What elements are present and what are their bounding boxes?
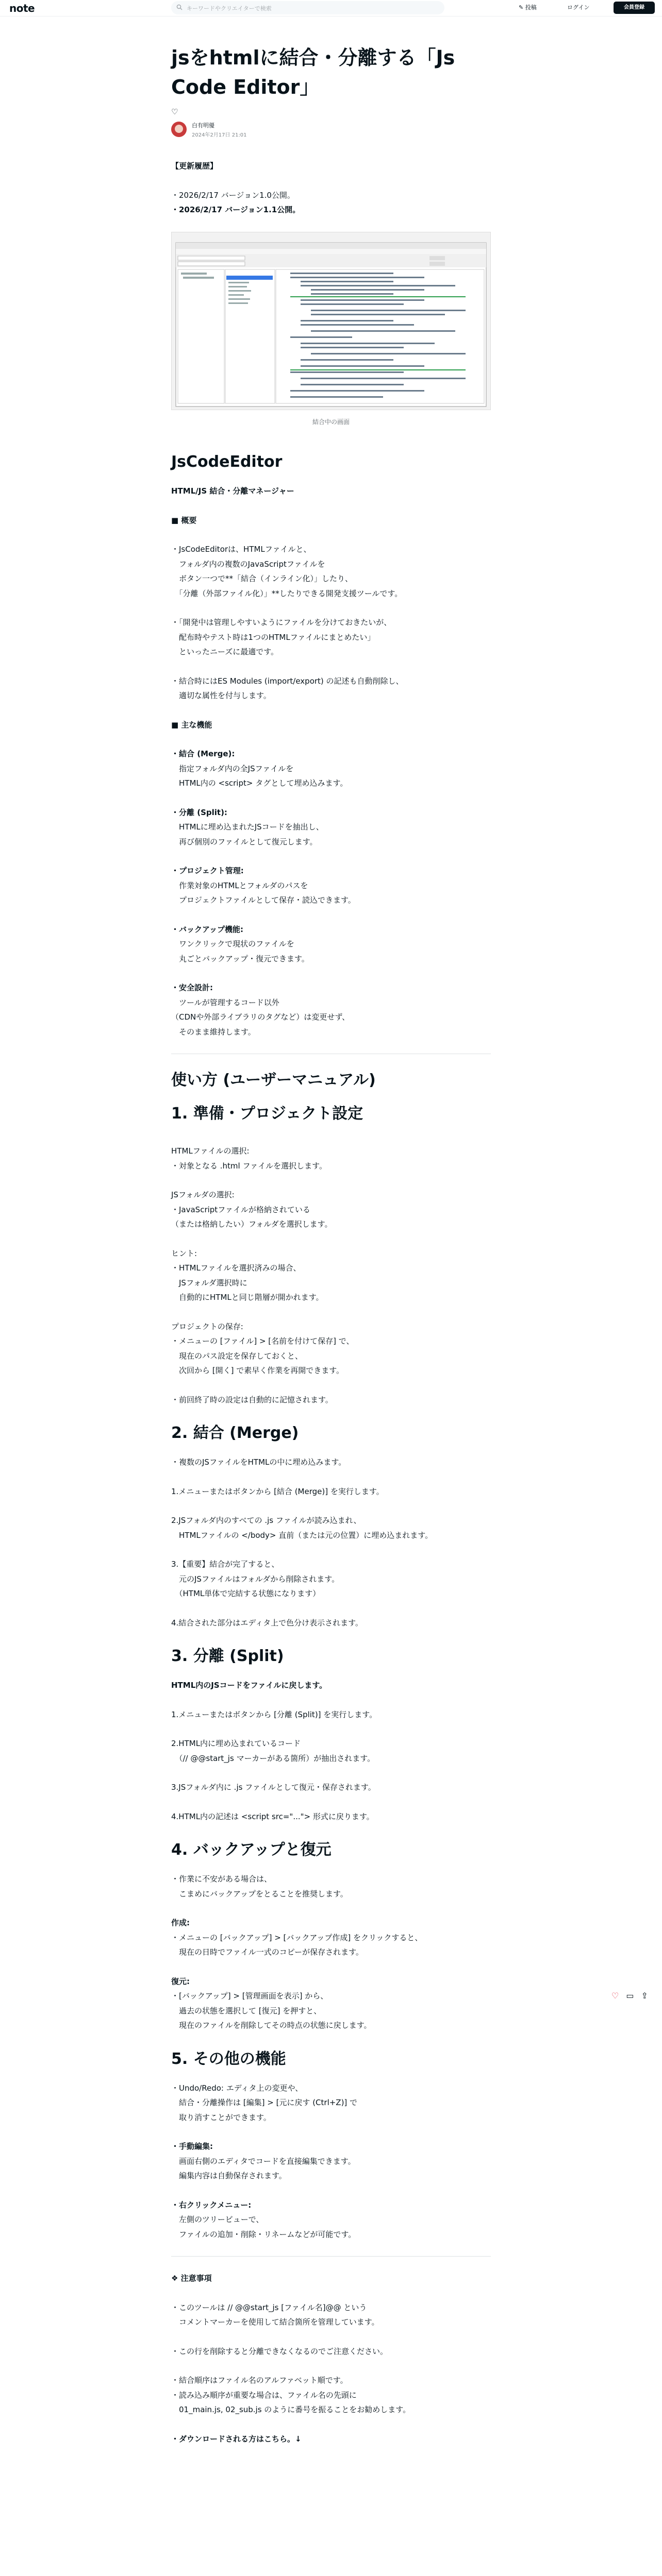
text-line: HTMLファイルの </body> 直前（または元の位置）に埋め込まれます。 — [171, 1530, 433, 1540]
text-line: 左側のツリービューで、 — [171, 2215, 264, 2225]
section-paragraph — [171, 1144, 491, 1173]
app-title-heading: JsCodeEditor — [171, 453, 283, 471]
notes-heading: ❖ 注意事項 — [171, 2274, 212, 2283]
feature-item — [171, 863, 491, 908]
text-line: ・結合順序はファイル名のアルファベット順です。 — [171, 2376, 348, 2385]
feature-title: ・安全設計: — [171, 983, 213, 993]
text-line: ツールが管理するコード以外 — [171, 997, 279, 1007]
text-line: ・JsCodeEditorは、HTMLファイルと、 — [171, 545, 311, 554]
divider — [171, 2256, 491, 2257]
text-line: そのまま維持します。 — [171, 1027, 256, 1037]
section-paragraph — [171, 1707, 491, 1722]
notes-paragraph — [171, 2344, 491, 2359]
text-line: 「分離（外部ファイル化）」**したりできる開発支援ツールです。 — [171, 588, 403, 598]
text-line: 結合・分離操作は [編集] > [元に戻す (Ctrl+Z)] で — [171, 2098, 358, 2108]
overview-heading: ■ 概要 — [171, 515, 197, 525]
text-line: ・Undo/Redo: エディタ上の変更や、 — [171, 2083, 303, 2093]
text-line: プロジェクトファイルとして保存・読込できます。 — [171, 895, 356, 905]
text-line: HTMLに埋め込まれたJSコードを抽出し、 — [171, 822, 324, 832]
section-paragraph — [171, 1188, 491, 1232]
features-heading: ■ 主な機能 — [171, 720, 212, 730]
text-line: ・メニューの [バックアップ] > [バックアップ作成] をクリックすると、 — [171, 1933, 423, 1942]
section-paragraph — [171, 1319, 491, 1378]
section-paragraph — [171, 1513, 491, 1543]
text-line: JSフォルダの選択: — [171, 1190, 235, 1200]
section-paragraph — [171, 2198, 491, 2242]
text-line: 現在のパス設定を保存しておくと、 — [171, 1351, 303, 1361]
text-line: ・作業に不安がある場合は、 — [171, 1874, 272, 1884]
search-icon — [176, 4, 183, 10]
text-line: 1.メニューまたはボタンから [結合 (Merge)] を実行します。 — [171, 1486, 384, 1496]
text-line: 適切な属性を付与します。 — [171, 691, 271, 701]
text-line: HTMLファイルの選択: — [171, 1146, 250, 1156]
feature-item — [171, 922, 491, 967]
section-heading: 2. 結合 (Merge) — [171, 1424, 299, 1443]
text-line: ・メニューの [ファイル] > [名前を付けて保存] で、 — [171, 1336, 354, 1346]
feature-item — [171, 980, 491, 1039]
feature-title: ・結合 (Merge): — [171, 749, 235, 759]
like-heart-icon[interactable]: ♡ — [171, 107, 178, 116]
text-line: 4.結合された部分はエディタ上で色分け表示されます。 — [171, 1618, 363, 1628]
text-line: 4.HTML内の記述は <script src="..."> 形式に戻ります。 — [171, 1811, 374, 1821]
notes-paragraph — [171, 2300, 491, 2330]
post-button[interactable] — [519, 3, 537, 11]
text-line: 取り消すことができます。 — [171, 2112, 271, 2122]
text-line: ヒント: — [171, 1248, 197, 1258]
search-bar[interactable] — [171, 1, 444, 14]
app-subtitle: HTML/JS 結合・分離マネージャー — [171, 486, 294, 496]
text-line: 過去の状態を選択して [復元] を押すと、 — [171, 2006, 322, 2015]
post-label: 投稿 — [525, 4, 537, 11]
text-line: ・手動編集: — [171, 2142, 213, 2151]
text-line: （または格納したい）フォルダを選択します。 — [171, 1219, 333, 1229]
text-line: 現在のファイルを削除してその時点の状態に戻します。 — [171, 2021, 372, 2030]
text-line: ・この行を削除すると分離できなくなるのでご注意ください。 — [171, 2346, 388, 2356]
author-block[interactable] — [171, 121, 491, 138]
login-button[interactable]: ログイン — [567, 4, 590, 11]
text-line: 指定フォルダ内の全JSファイルを — [171, 764, 294, 773]
text-line: コメントマーカーを使用して結合箇所を管理しています。 — [171, 2317, 379, 2327]
article — [171, 43, 491, 2461]
section-paragraph — [171, 2139, 491, 2183]
text-line: ・JavaScriptファイルが格納されている — [171, 1205, 310, 1214]
section-paragraph — [171, 1557, 491, 1601]
text-line: ・対象となる .html ファイルを選択します。 — [171, 1161, 327, 1171]
section-heading: 5. その他の機能 — [171, 2049, 286, 2068]
download-note — [171, 2432, 491, 2447]
text-line: JSフォルダ選択時に — [171, 1278, 247, 1287]
text-line: ・ダウンロードされる方はこちら。↓ — [171, 2434, 302, 2444]
text-line: 1.メニューまたはボタンから [分離 (Split)] を実行します。 — [171, 1709, 377, 1719]
section-heading: 4. バックアップと復元 — [171, 1841, 332, 1859]
text-line: （CDNや外部ライブラリのタグなど）は変更せず、 — [171, 1012, 350, 1022]
text-line: 01_main.js, 02_sub.js のように番号を振ることをお勧めします。 — [171, 2405, 411, 2415]
author-name[interactable]: 白有明優 — [192, 122, 214, 129]
section-paragraph — [171, 1616, 491, 1631]
overview-paragraph — [171, 542, 491, 601]
text-line: 自動的にHTMLと同じ階層が開かれます。 — [171, 1293, 324, 1302]
share-icon[interactable]: ⇪ — [641, 1991, 648, 2001]
text-line: といったニーズに最適です。 — [171, 647, 279, 657]
text-line: ・右クリックメニュー: — [171, 2200, 252, 2210]
text-line: ・[バックアップ] > [管理画面を表示] から、 — [171, 1991, 328, 2001]
feature-title: ・バックアップ機能: — [171, 924, 243, 934]
section-subheading: HTML内のJSコードをファイルに戻します。 — [171, 1681, 327, 1690]
article-body — [171, 159, 491, 2446]
text-line: ・HTMLファイルを選択済みの場合、 — [171, 1263, 301, 1273]
section-paragraph — [171, 1455, 491, 1470]
section-heading: 1. 準備・プロジェクト設定 — [171, 1105, 363, 1123]
text-line: プロジェクトの保存: — [171, 1321, 243, 1331]
section-paragraph — [171, 1974, 491, 2033]
feature-item — [171, 747, 491, 791]
overview-paragraph — [171, 674, 491, 703]
text-line: 編集内容は自動保存されます。 — [171, 2171, 287, 2181]
text-line: ・読み込み順序が重要な場合は、ファイル名の先頭に — [171, 2390, 357, 2400]
manual-heading: 使い方 (ユーザーマニュアル) — [171, 1071, 376, 1090]
section-paragraph — [171, 1916, 491, 1960]
section-paragraph — [171, 1484, 491, 1499]
notes-paragraph — [171, 2373, 491, 2417]
feature-title: ・分離 (Split): — [171, 807, 227, 817]
text-line: ・このツールは // @@start_js [ファイル名]@@ という — [171, 2302, 367, 2312]
like-heart-icon[interactable]: ♡ — [611, 1991, 619, 2001]
text-line: 配布時やテスト時は1つのHTMLファイルにまとめたい」 — [171, 632, 375, 642]
section-paragraph — [171, 1393, 491, 1408]
app-screenshot-drawing — [172, 232, 490, 410]
text-line: （HTML単体で完結する状態になります） — [171, 1589, 321, 1599]
floating-actions — [611, 1991, 648, 2001]
text-line: 3.JSフォルダ内に .js ファイルとして復元・保存されます。 — [171, 1783, 376, 1792]
feature-item — [171, 805, 491, 850]
section-paragraph — [171, 1736, 491, 1766]
search-placeholder[interactable]: キーワードやクリエイターで検索 — [187, 5, 272, 12]
text-line: ・前回終了時の設定は自動的に記憶されます。 — [171, 1395, 333, 1404]
text-line: 元のJSファイルはフォルダから削除されます。 — [171, 1574, 340, 1584]
comment-icon[interactable]: ▭ — [626, 1991, 634, 2001]
history-item: ・2026/2/17 バージョン1.0公開。 — [171, 190, 295, 200]
text-line: 作業対象のHTMLとフォルダのパスを — [171, 880, 308, 890]
text-line: 次回から [開く] で素早く作業を再開できます。 — [171, 1366, 344, 1376]
pencil-icon: ✎ — [519, 4, 525, 11]
top-header — [0, 0, 662, 16]
section-heading: 3. 分離 (Split) — [171, 1647, 284, 1666]
history-heading: 【更新履歴】 — [171, 161, 218, 171]
text-line: ・「開発中は管理しやすいようにファイルを分けておきたいが、 — [171, 618, 392, 628]
section-paragraph — [171, 1246, 491, 1305]
text-line: ボタン一つで**「結合（インライン化）」したり、 — [171, 574, 353, 584]
history-item: ・2026/2/17 バージョン1.1公開。 — [171, 205, 301, 214]
screenshot-image[interactable] — [171, 232, 491, 410]
text-line: HTML内の <script> タグとして埋め込みます。 — [171, 778, 348, 788]
text-line: 現在の日時でファイル一式のコピーが保存されます。 — [171, 1947, 363, 1957]
text-line: 2.HTML内に埋め込まれているコード — [171, 1739, 301, 1749]
note-logo[interactable]: note — [9, 2, 35, 14]
history-list — [171, 188, 491, 217]
text-line: ・複数のJSファイルをHTMLの中に埋め込みます。 — [171, 1458, 346, 1467]
section-paragraph — [171, 2081, 491, 2125]
text-line: 3.【重要】結合が完了すると、 — [171, 1560, 279, 1569]
text-line: ファイルの追加・削除・リネームなどが可能です。 — [171, 2229, 356, 2239]
avatar[interactable] — [171, 122, 187, 137]
text-line: （// @@start_js マーカーがある箇所）が抽出されます。 — [171, 1753, 375, 1763]
image-caption: 結合中の画面 — [312, 418, 350, 426]
section-paragraph — [171, 1780, 491, 1795]
article-title: jsをhtmlに結合・分離する「Js Code Editor」 — [171, 46, 455, 98]
signup-button[interactable]: 会員登録 — [614, 2, 655, 14]
text-line: 復元: — [171, 1976, 190, 1986]
publish-date: 2024年2月17日 21:01 — [192, 132, 247, 138]
text-line: こまめにバックアップをとることを推奨します。 — [171, 1889, 348, 1899]
text-line: 再び個別のファイルとして復元します。 — [171, 837, 318, 846]
section-paragraph — [171, 1872, 491, 1901]
text-line: 2.JSフォルダ内のすべての .js ファイルが読み込まれ、 — [171, 1516, 361, 1526]
overview-paragraph — [171, 615, 491, 659]
text-line: 丸ごとバックアップ・復元できます。 — [171, 954, 309, 963]
text-line: フォルダ内の複数のJavaScriptファイルを — [171, 559, 325, 569]
text-line: ・結合時にはES Modules (import/export) の記述も自動削除し、 — [171, 676, 404, 686]
feature-title: ・プロジェクト管理: — [171, 866, 244, 876]
text-line: 画面右側のエディタでコードを直接編集できます。 — [171, 2156, 356, 2166]
text-line: 作成: — [171, 1918, 190, 1928]
section-paragraph — [171, 1809, 491, 1824]
text-line: ワンクリックで現状のファイルを — [171, 939, 294, 949]
